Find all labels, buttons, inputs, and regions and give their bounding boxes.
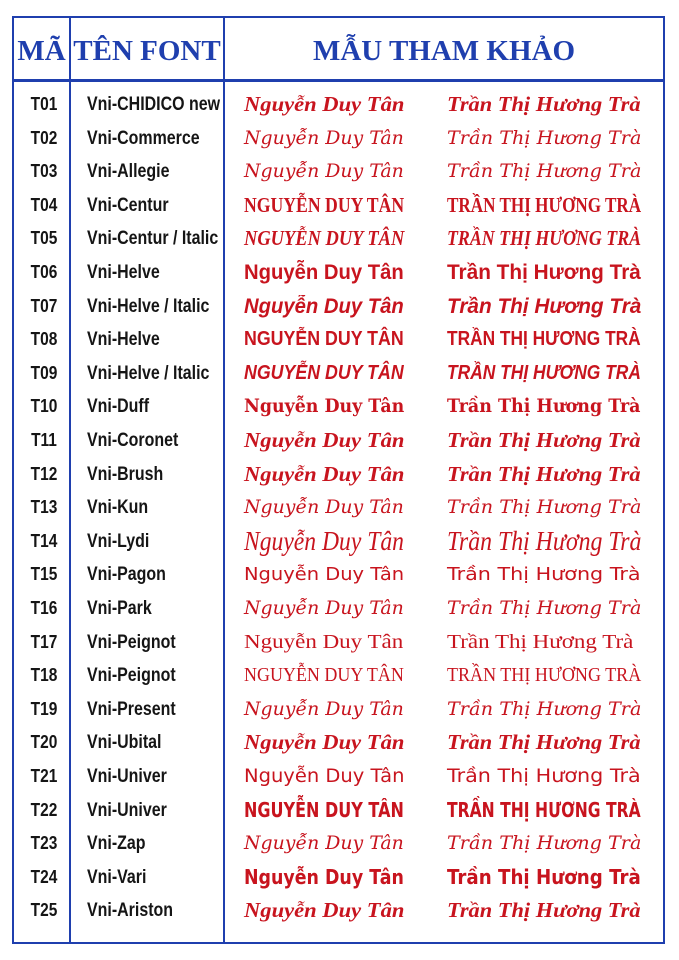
font-name: Vni-Helve / Italic: [87, 362, 210, 384]
font-name: Vni-Coronet: [87, 430, 179, 451]
font-name: Vni-Centur / Italic: [87, 228, 219, 250]
font-code: T05: [30, 228, 58, 249]
font-code: T14: [30, 530, 58, 551]
sample-name-1: Nguyễn Duy Tân: [244, 630, 404, 653]
font-code: T19: [30, 698, 58, 719]
font-code: T06: [30, 262, 58, 282]
header-divider: [12, 79, 665, 82]
sample-name-1: Nguyễn Duy Tân: [244, 428, 405, 452]
sample-name-1: Nguyễn Duy Tân: [244, 461, 405, 486]
sample-name-2: Trần Thị Hương Trà: [447, 496, 642, 519]
font-code: T10: [30, 396, 58, 417]
font-code: T01: [30, 94, 58, 114]
sample-name-2: TRẦN THỊ HƯƠNG TRÀ: [447, 192, 642, 217]
sample-name-1: Nguyễn Duy Tân: [244, 864, 404, 889]
sample-name-1: Nguyễn Duy Tân: [244, 261, 404, 284]
table-row: [0, 290, 679, 324]
table-row: [0, 88, 679, 122]
sample-name-1: NGUYỄN DUY TÂN: [244, 797, 404, 822]
sample-name-1: Nguyễn Duy Tân: [244, 765, 405, 787]
font-name: Vni-Ariston: [87, 900, 174, 922]
font-code: T24: [30, 866, 58, 887]
table-row: [0, 794, 679, 828]
sample-name-2: Trần Thị Hương Trà: [447, 630, 634, 653]
font-code: T22: [30, 799, 58, 820]
table-row: [0, 626, 679, 660]
header-font-name: TÊN FONT: [73, 35, 221, 67]
table-row: [0, 390, 679, 424]
font-code: T18: [30, 665, 58, 686]
table-row: [0, 760, 679, 794]
sample-name-2: Trần Thị Hương Trà: [447, 525, 642, 556]
font-code: T16: [30, 598, 58, 618]
font-code: T21: [30, 766, 58, 786]
table-row: [0, 827, 679, 861]
font-name: Vni-Vari: [87, 866, 147, 888]
font-name: Vni-Centur: [87, 194, 169, 216]
table-row: [0, 155, 679, 189]
table-row: [0, 592, 679, 626]
sample-name-2: Trần Thị Hương Trà: [447, 428, 641, 452]
sample-name-2: TRẦN THỊ HƯƠNG TRÀ: [447, 797, 641, 822]
sample-name-1: NGUYỄN DUY TÂN: [244, 226, 405, 251]
sample-name-1: Nguyễn Duy Tân: [244, 730, 405, 755]
font-name: Vni-Kun: [87, 497, 149, 519]
sample-name-2: Trần Thị Hương Trà: [447, 765, 641, 787]
sample-name-1: Nguyễn Duy Tân: [244, 92, 405, 116]
font-code: T25: [30, 900, 58, 921]
font-name: Vni-Allegie: [87, 161, 170, 183]
sample-name-2: Trần Thị Hương Trà: [447, 92, 641, 116]
sample-name-1: NGUYỄN DUY TÂN: [244, 192, 405, 217]
font-code: T17: [30, 631, 58, 652]
font-name: Vni-Helve / Italic: [87, 295, 210, 317]
table-row: [0, 122, 679, 156]
font-name: Vni-Duff: [87, 396, 150, 418]
sample-name-1: Nguyễn Duy Tân: [244, 395, 405, 418]
sample-name-2: TRẦN THỊ HƯƠNG TRÀ: [447, 361, 641, 384]
sample-name-1: Nguyễn Duy Tân: [244, 496, 404, 519]
table-row: [0, 424, 679, 458]
font-code: T23: [30, 833, 58, 854]
font-name: Vni-Present: [87, 698, 176, 720]
font-name: Vni-Zap: [87, 833, 146, 855]
table-row: [0, 726, 679, 760]
sample-name-1: Nguyễn Duy Tân: [244, 294, 404, 318]
sample-name-1: NGUYỄN DUY TÂN: [244, 664, 404, 687]
font-code: T13: [30, 497, 58, 518]
sample-name-2: Trần Thị Hương Trà: [447, 697, 642, 720]
sample-name-2: Trần Thị Hương Trà: [447, 160, 642, 183]
sample-name-1: Nguyễn Duy Tân: [244, 597, 404, 619]
font-code: T12: [30, 463, 58, 484]
sample-name-2: TRẦN THỊ HƯƠNG TRÀ: [447, 328, 641, 351]
font-code: T20: [30, 732, 58, 753]
font-code: T03: [30, 161, 58, 182]
sample-name-2: TRẦN THỊ HƯƠNG TRÀ: [447, 664, 642, 687]
table-row: [0, 894, 679, 928]
font-name: Vni-CHIDICO new: [87, 94, 221, 115]
sample-name-2: Trần Thị Hương Trà: [447, 564, 641, 586]
font-name: Vni-Lydi: [87, 530, 150, 552]
table-row: [0, 458, 679, 492]
table-row: [0, 256, 679, 290]
sample-name-1: Nguyễn Duy Tân: [244, 525, 404, 556]
font-name: Vni-Helve: [87, 329, 160, 351]
font-name: Vni-Park: [87, 598, 152, 619]
font-name: Vni-Ubital: [87, 732, 162, 754]
font-code: T15: [30, 564, 58, 585]
header-sample: MẪU THAM KHẢO: [312, 35, 576, 67]
sample-name-2: Trần Thị Hương Trà: [447, 261, 641, 284]
sample-name-2: Trần Thị Hương Trà: [447, 730, 641, 755]
font-name: Vni-Univer: [87, 799, 167, 821]
sample-name-1: Nguyễn Duy Tân: [244, 832, 404, 855]
sample-name-2: Trần Thị Hương Trà: [447, 864, 641, 889]
table-row: [0, 491, 679, 525]
sample-name-2: TRẦN THỊ HƯƠNG TRÀ: [447, 226, 642, 251]
sample-name-1: Nguyễn Duy Tân: [244, 126, 404, 149]
font-name: Vni-Peignot: [87, 665, 176, 687]
font-name: Vni-Commerce: [87, 127, 200, 149]
table-row: [0, 693, 679, 727]
font-code: T07: [30, 295, 58, 316]
sample-name-1: Nguyễn Duy Tân: [244, 898, 405, 923]
sample-name-2: Trần Thị Hương Trà: [447, 294, 642, 318]
sample-name-1: NGUYỄN DUY TÂN: [244, 328, 404, 351]
sample-name-2: Trần Thị Hương Trà: [447, 597, 642, 619]
sample-name-2: Trần Thị Hương Trà: [447, 832, 642, 855]
table-row: [0, 861, 679, 895]
sample-name-1: Nguyễn Duy Tân: [244, 697, 404, 720]
table-row: [0, 558, 679, 592]
table-row: [0, 189, 679, 223]
sample-name-2: Trần Thị Hương Trà: [447, 461, 641, 486]
sample-name-2: Trần Thị Hương Trà: [447, 898, 641, 923]
font-code: T04: [30, 194, 58, 215]
sample-name-1: Nguyễn Duy Tân: [244, 160, 404, 183]
sample-name-1: NGUYỄN DUY TÂN: [244, 361, 404, 384]
font-code: T09: [30, 362, 58, 383]
font-name: Vni-Helve: [87, 262, 160, 283]
font-name: Vni-Pagon: [87, 564, 166, 586]
font-name: Vni-Peignot: [87, 631, 176, 653]
table-row: [0, 323, 679, 357]
sample-name-1: Nguyễn Duy Tân: [244, 564, 405, 586]
table-row: [0, 525, 679, 559]
sample-name-2: Trần Thị Hương Trà: [447, 126, 642, 149]
font-code: T11: [31, 430, 57, 450]
table-row: [0, 222, 679, 256]
header-code: MÃ: [17, 35, 66, 67]
font-code: T02: [30, 127, 58, 148]
sample-name-2: Trần Thị Hương Trà: [447, 395, 641, 418]
table-row: [0, 357, 679, 391]
font-name: Vni-Univer: [87, 766, 167, 787]
table-row: [0, 659, 679, 693]
font-code: T08: [30, 329, 58, 350]
font-name: Vni-Brush: [87, 463, 164, 485]
